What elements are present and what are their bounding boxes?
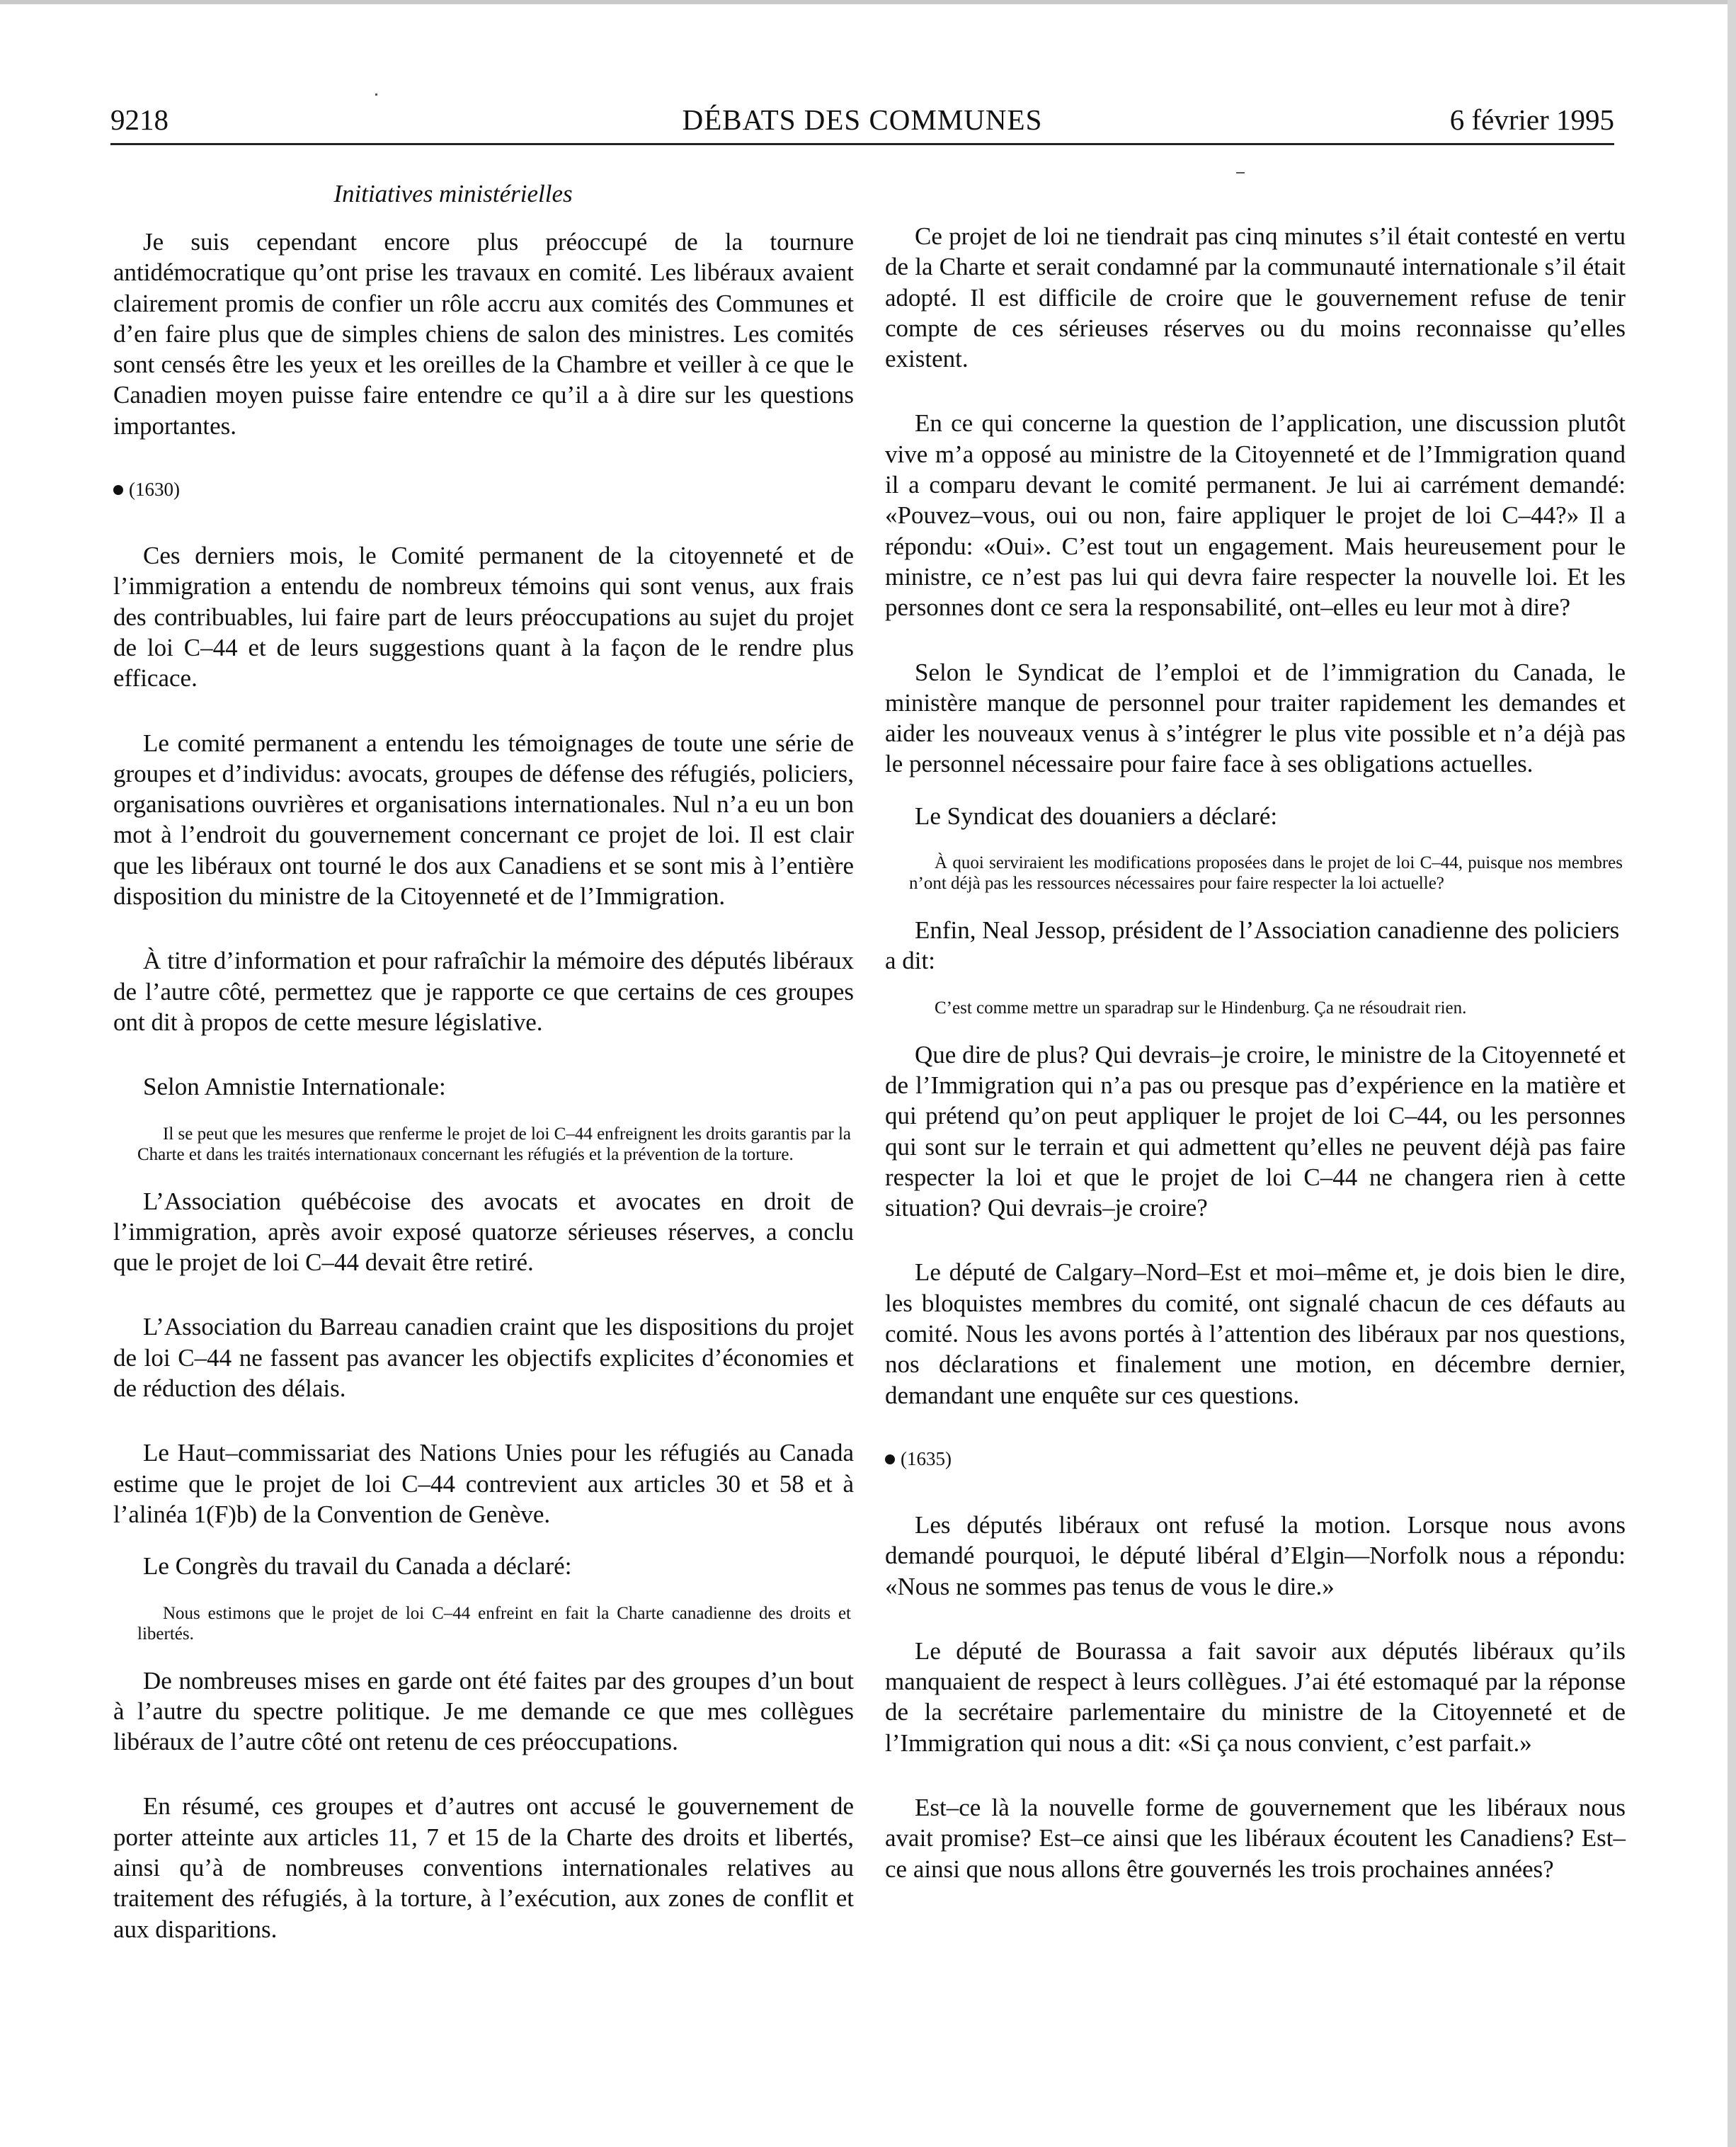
running-title: DÉBATS DES COMMUNES (682, 103, 1043, 136)
paragraph: Le député de Calgary–Nord–Est et moi–même et, je dois bien le dire, les bloquistes membres du comité, ont signalé chacun de ces défauts au comité. Nous les avons portés à l’attention des libéraux par nos questions, nos déclarations et finalement une motion, en décembre dernier, demandant une enquête sur ces questions. (885, 1258, 1626, 1409)
block-quote: À quoi serviraient les modifications proposées dans le projet de loi C–44, puisque nos membres n’ont déjà pas les ressources nécessaires pour faire respecter la loi actuelle? (909, 853, 1623, 894)
paragraph: Le député de Bourassa a fait savoir aux députés libéraux qu’ils manquaient de respect à leurs collègues. J’ai été estomaqué par la réponse de la secrétaire parlementaire du ministre de la Citoyenneté et de l’Immigration qui nous a dit: «Si ça nous convient, c’est parfait.» (885, 1636, 1626, 1757)
left-column (113, 227, 854, 1978)
paragraph: Ces derniers mois, le Comité permanent de la citoyenneté et de l’immigration a entendu de nombreux témoins qui sont venus, aux frais des contribuables, lui faire part de leurs préoccupations au sujet du projet de loi C–44 et de leurs suggestions quant à la façon de le rendre plus efficace. (113, 542, 854, 693)
paragraph: En ce qui concerne la question de l’application, une discussion plutôt vive m’a opposé au ministre de la Citoyenneté et de l’Immigration quand il a comparu devant le comité permanent. Je lui ai carrément demandé: «Pouvez–vous, oui ou non, faire appliquer le projet de loi C–44?» Il a répondu: «Oui». C’est tout un engagement. Mais heureusement pour le ministre, ce n’est pas lui qui devra faire respecter la nouvelle loi. Et les personnes dont ce sera la responsabilité, ont–elles eu leur mot à dire? (885, 409, 1626, 622)
time-marker (885, 1445, 1626, 1473)
scan-edge-right (1728, 0, 1736, 2147)
paragraph: Le Haut–commissariat des Nations Unies pour les réfugiés au Canada estime que le projet de loi C–44 contrevient aux articles 30 et 58 et à l’alinéa 1(F)b) de la Convention de Genève. (113, 1439, 854, 1528)
page-header (110, 99, 1614, 140)
paragraph: L’Association québécoise des avocats et avocates en droit de l’immigration, après avoir exposé quatorze sérieuses réserves, a conclu que le projet de loi C–44 devait être retiré. (113, 1187, 854, 1277)
header-rule (110, 143, 1614, 145)
section-title: Initiatives ministérielles (333, 180, 573, 207)
paragraph: Je suis cependant encore plus préoccupé de la tournure antidémocratique qu’ont prise les travaux en comité. Les libéraux avaient clairement promis de confier un rôle accru aux comités des Communes et d’en faire plus que de simples chiens de salon des ministres. Les comités sont censés être les yeux et les oreilles de la Chambre et veiller à ce que le Canadien moyen puisse faire entendre ce qu’il a à dire sur les questions importantes. (113, 228, 854, 440)
scan-speck (1236, 172, 1245, 173)
scan-edge-top (0, 0, 1736, 4)
block-quote: C’est comme mettre un sparadrap sur le Hindenburg. Ça ne résoudrait rien. (935, 998, 1467, 1018)
paragraph: Selon le Syndicat de l’emploi et de l’immigration du Canada, le ministère manque de personnel pour traiter rapidement les demandes et aider les nouveaux venus à s’intégrer le plus vite possible et n’a déjà pas le personnel nécessaire pour faire face à ses obligations actuelles. (885, 658, 1626, 778)
paragraph: À titre d’information et pour rafraîchir la mémoire des députés libéraux de l’autre côté, permettez que je rapporte ce que certains de ces groupes ont dit à propos de cette mesure législative. (113, 947, 854, 1036)
paragraph: Ce projet de loi ne tiendrait pas cinq minutes s’il était contesté en vertu de la Charte et serait condamné par la communauté internationale s’il était adopté. Il est difficile de croire que le gouvernement refuse de tenir compte de ces sérieuses réserves ou du moins reconnaisse qu’elles existent. (885, 222, 1626, 373)
paragraph: Le comité permanent a entendu les témoignages de toute une série de groupes et d’individus: avocats, groupes de défense des réfugiés, policiers, organisations ouvrières et organisations internationales. Nul n’a eu un bon mot à l’endroit du gouvernement concernant ce projet de loi. Il est clair que les libéraux ont tourné le dos aux Canadiens et se sont mis à l’entière disposition du ministre de la Citoyenneté et de l’Immigration. (113, 729, 854, 911)
block-quote: Nous estimons que le projet de loi C–44 enfreint en fait la Charte canadienne des droits et libertés. (137, 1603, 851, 1644)
header-date: 6 février 1995 (1449, 103, 1614, 136)
paragraph: En résumé, ces groupes et d’autres ont accusé le gouvernement de porter atteinte aux articles 11, 7 et 15 de la Charte des droits et libertés, ainsi qu’à de nombreuses conventions internationales relatives au traitement des réfugiés, à la torture, à l’exécution, aux zones de conflit et aux disparitions. (113, 1792, 854, 1943)
bullet-icon (885, 1454, 895, 1464)
quote-intro: Selon Amnistie Internationale: (143, 1073, 446, 1101)
quote-intro: Le Syndicat des douaniers a déclaré: (915, 802, 1278, 830)
quote-intro: Le Congrès du travail du Canada a déclaré: (143, 1552, 572, 1581)
block-quote: Il se peut que les mesures que renferme le projet de loi C–44 enfreignent les droits garantis par la Charte et dans les traités internationaux concernant les réfugiés et la prévention de la torture. (137, 1124, 851, 1164)
paragraph: L’Association du Barreau canadien craint que les dispositions du projet de loi C–44 ne fassent pas avancer les objectifs explicites d’économies et de réduction des délais. (113, 1313, 854, 1403)
scan-speck (375, 93, 377, 96)
time-marker-label: (1635) (901, 1447, 952, 1469)
paragraph: Est–ce là la nouvelle forme de gouvernement que les libéraux nous avait promise? Est–ce ainsi que les libéraux écoutent les Canadiens? Est–ce ainsi que nous allons être gouvernés les trois prochaines années? (885, 1793, 1626, 1883)
paragraph: De nombreuses mises en garde ont été faites par des groupes d’un bout à l’autre du spectre politique. Je me demande ce que mes collègues libéraux de l’autre côté ont retenu de ces préoccupations. (113, 1666, 854, 1756)
bullet-icon (113, 485, 123, 495)
paragraph: Que dire de plus? Qui devrais–je croire, le ministre de la Citoyenneté et de l’Immigration qui n’a pas ou presque pas d’expérience en la matière et qui prétend qu’on peut appliquer le projet de loi C–44, ou les personnes qui sont sur le terrain et qui admettent qu’elles ne peuvent déjà pas faire respecter la loi et que le projet de loi C–44 ne changera rien à cette situation? Qui devrais–je croire? (885, 1040, 1626, 1222)
paragraph: Les députés libéraux ont refusé la motion. Lorsque nous avons demandé pourquoi, le député libéral d’Elgin—Norfolk nous a répondu: «Nous ne sommes pas tenus de vous le dire.» (885, 1510, 1626, 1600)
time-marker (113, 475, 854, 503)
quote-intro: Enfin, Neal Jessop, président de l’Association canadienne des policiers a dit: (885, 916, 1620, 975)
right-column (885, 221, 1626, 1918)
page-number: 9218 (110, 103, 169, 136)
time-marker-label: (1630) (129, 479, 180, 501)
